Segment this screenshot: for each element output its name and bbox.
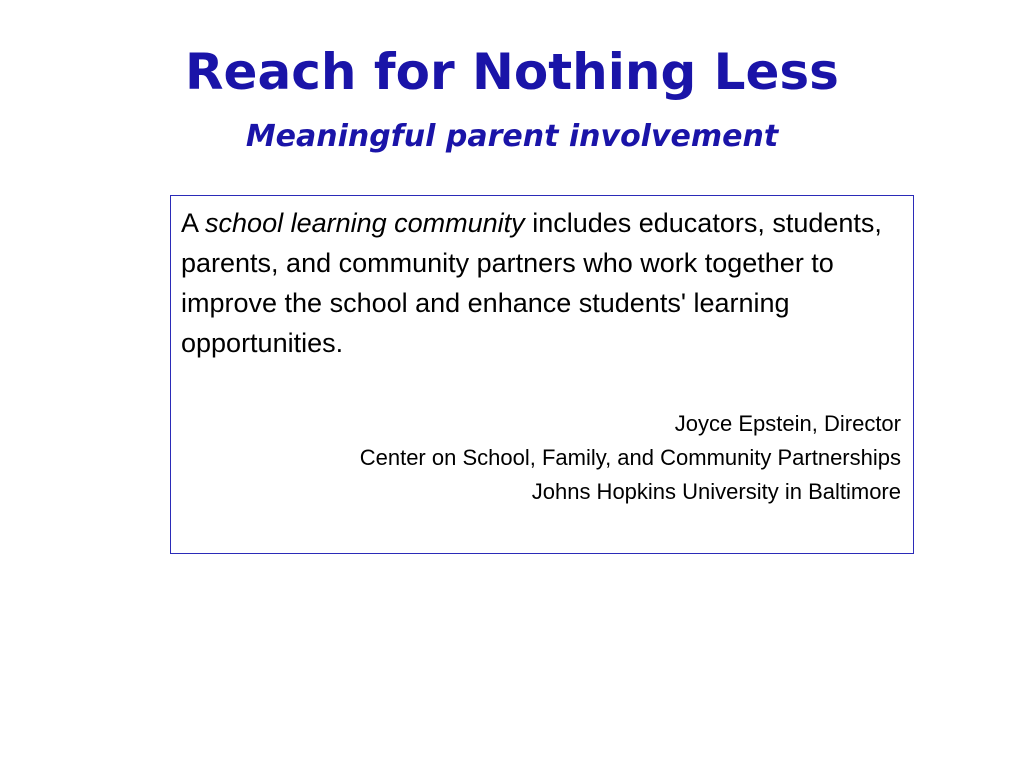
attribution	[181, 407, 901, 509]
attribution-institution: Johns Hopkins University in Baltimore	[531, 479, 901, 504]
quote-text	[181, 203, 901, 363]
attribution-name: Joyce Epstein, Director	[674, 411, 901, 436]
attribution-organization: Center on School, Family, and Community Partnerships	[359, 445, 901, 470]
slide-subtitle: Meaningful parent involvement	[245, 119, 779, 154]
quote-box	[170, 195, 914, 554]
slide-title: Reach for Nothing Less	[185, 43, 839, 101]
quote-emphasis: school learning community	[205, 208, 525, 238]
quote-body: includes educators, students, parents, and community partners who work together to improve the school and enhance students' learning opportunities.	[181, 208, 882, 358]
quote-prefix: A	[181, 208, 206, 238]
